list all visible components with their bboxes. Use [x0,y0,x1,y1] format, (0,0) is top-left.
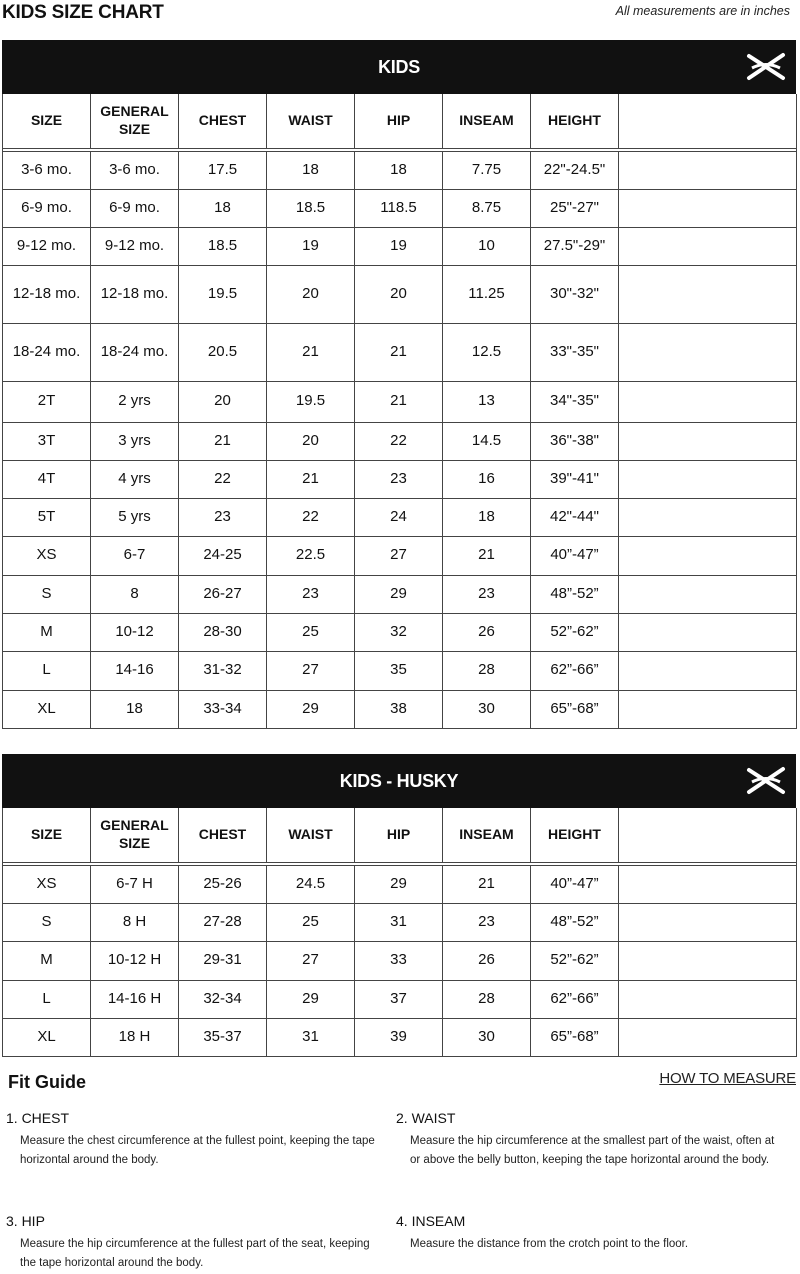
fit-guide-text: Measure the chest circumference at the fullest point, keeping the tape horizontal around the body. [20,1135,375,1166]
table-cell: 8.75 [443,189,531,227]
how-to-measure-link[interactable]: HOW TO MEASURE [659,1070,796,1087]
table-cell: 19.5 [179,265,267,323]
table-cell: 27 [355,536,443,575]
empty-cell [619,865,797,903]
table-row [3,460,797,498]
table-cell: 23 [267,575,355,613]
fit-guide-chest [6,1110,386,1170]
table-cell: 33-34 [179,690,267,728]
empty-cell [619,323,797,381]
table-cell: 17.5 [179,151,267,189]
table-cell: L [3,980,91,1018]
table-row [3,690,797,728]
table-cell: 24-25 [179,536,267,575]
fit-guide-hip [6,1213,386,1273]
kids-size-table [2,94,797,729]
table-row [3,575,797,613]
table-cell: 12.5 [443,323,531,381]
table-cell: 39 [355,1018,443,1056]
fit-guide-text: Measure the distance from the crotch point to the floor. [410,1238,689,1250]
husky-size-table-section [2,754,796,1057]
table-cell: 12-18 mo. [91,265,179,323]
table-cell: 62”-66” [531,651,619,690]
empty-cell [619,575,797,613]
table-cell: 22 [355,422,443,460]
fit-guide-heading: 2. WAIST [396,1110,456,1126]
table-cell: 20 [267,265,355,323]
table-cell: 21 [267,460,355,498]
table-cell: 14-16 [91,651,179,690]
empty-cell [619,903,797,941]
empty-cell [619,980,797,1018]
table-cell: 18 [179,189,267,227]
table-cell: XS [3,865,91,903]
table-cell: 16 [443,460,531,498]
table-row [3,189,797,227]
table-cell: 9-12 mo. [3,227,91,265]
table-cell: 33"-35" [531,323,619,381]
table-row [3,151,797,189]
table-cell: 10-12 [91,613,179,651]
table-cell: 23 [443,903,531,941]
table-cell: 28 [443,651,531,690]
kids-header-row [3,94,797,148]
fit-guide-heading: 4. INSEAM [396,1213,466,1229]
empty-cell [619,1018,797,1056]
table-cell: 29 [355,575,443,613]
table-cell: 11.25 [443,265,531,323]
table-cell: 21 [267,323,355,381]
column-header: SIZE [3,808,91,862]
table-row [3,265,797,323]
table-cell: 28 [443,980,531,1018]
table-cell: 48”-52” [531,903,619,941]
column-header: HEIGHT [531,94,619,148]
fit-guide-waist [396,1110,776,1170]
table-cell: 9-12 mo. [91,227,179,265]
table-cell: XL [3,690,91,728]
empty-cell [619,690,797,728]
table-cell: 18 [91,690,179,728]
husky-banner-title: KIDS - HUSKY [339,770,459,791]
table-cell: 2 yrs [91,381,179,422]
empty-cell [619,151,797,189]
table-cell: 35-37 [179,1018,267,1056]
table-cell: 28-30 [179,613,267,651]
table-cell: 18-24 mo. [91,323,179,381]
table-row [3,651,797,690]
table-cell: 6-7 H [91,865,179,903]
table-cell: M [3,941,91,980]
table-cell: 118.5 [355,189,443,227]
table-cell: 4 yrs [91,460,179,498]
table-cell: 12-18 mo. [3,265,91,323]
fit-guide-title: Fit Guide [8,1072,86,1092]
table-cell: 30 [443,1018,531,1056]
table-cell: 25-26 [179,865,267,903]
table-cell: 22"-24.5" [531,151,619,189]
table-cell: 27-28 [179,903,267,941]
empty-header-cell [619,808,797,862]
table-cell: 18 [443,498,531,536]
empty-cell [619,613,797,651]
table-cell: 21 [355,323,443,381]
table-cell: 29 [355,865,443,903]
table-cell: 37 [355,980,443,1018]
table-cell: 13 [443,381,531,422]
column-header: CHEST [179,94,267,148]
table-cell: 6-7 [91,536,179,575]
table-cell: 18 [267,151,355,189]
table-cell: 48”-52” [531,575,619,613]
table-cell: 65”-68” [531,1018,619,1056]
table-cell: 4T [3,460,91,498]
table-cell: 23 [179,498,267,536]
table-cell: 32 [355,613,443,651]
table-row [3,903,797,941]
table-row [3,381,797,422]
empty-cell [619,941,797,980]
table-cell: 8 [91,575,179,613]
husky-size-table [2,808,797,1057]
table-cell: 5 yrs [91,498,179,536]
empty-cell [619,265,797,323]
table-cell: S [3,575,91,613]
table-cell: 27 [267,941,355,980]
table-cell: 40”-47” [531,536,619,575]
table-cell: 22 [267,498,355,536]
table-row [3,227,797,265]
column-header: HEIGHT [531,808,619,862]
fit-guide-heading: 1. CHEST [6,1110,70,1126]
table-cell: L [3,651,91,690]
table-cell: 14.5 [443,422,531,460]
table-cell: 3 yrs [91,422,179,460]
table-cell: 20.5 [179,323,267,381]
empty-cell [619,381,797,422]
table-cell: 18 [355,151,443,189]
table-cell: 62”-66” [531,980,619,1018]
table-cell: 38 [355,690,443,728]
table-cell: 26 [443,941,531,980]
empty-cell [619,227,797,265]
table-cell: 29 [267,690,355,728]
table-cell: 18.5 [179,227,267,265]
table-cell: 3-6 mo. [3,151,91,189]
husky-header-row [3,808,797,862]
table-cell: 30"-32" [531,265,619,323]
table-cell: 23 [355,460,443,498]
table-cell: 21 [179,422,267,460]
table-cell: XL [3,1018,91,1056]
column-header: WAIST [267,94,355,148]
table-cell: 10-12 H [91,941,179,980]
kids-banner [2,40,796,94]
table-cell: 8 H [91,903,179,941]
table-cell: 40”-47” [531,865,619,903]
table-cell: 22.5 [267,536,355,575]
table-cell: 52”-62” [531,941,619,980]
empty-cell [619,460,797,498]
table-cell: 26 [443,613,531,651]
table-row [3,865,797,903]
table-cell: 25 [267,903,355,941]
table-cell: 34"-35" [531,381,619,422]
empty-header-cell [619,94,797,148]
column-header: GENERAL SIZE [91,808,179,862]
table-cell: 36"-38" [531,422,619,460]
table-cell: S [3,903,91,941]
table-cell: 26-27 [179,575,267,613]
table-row [3,536,797,575]
brand-x-logo-icon [746,765,786,797]
table-cell: 20 [179,381,267,422]
table-cell: 7.75 [443,151,531,189]
page-title: KIDS SIZE CHART [2,2,164,23]
table-row [3,498,797,536]
table-cell: 25 [267,613,355,651]
fit-guide-text: Measure the hip circumference at the fullest part of the seat, keeping the tape horizontal around the body. [20,1238,370,1269]
table-cell: 14-16 H [91,980,179,1018]
column-header: WAIST [267,808,355,862]
empty-cell [619,651,797,690]
table-cell: 19 [267,227,355,265]
table-cell: 29 [267,980,355,1018]
table-cell: 21 [443,865,531,903]
fit-guide-inseam [396,1213,776,1254]
table-cell: 3T [3,422,91,460]
table-cell: 21 [355,381,443,422]
table-cell: 6-9 mo. [3,189,91,227]
table-row [3,941,797,980]
table-cell: 65”-68” [531,690,619,728]
table-cell: 30 [443,690,531,728]
table-cell: XS [3,536,91,575]
column-header: HIP [355,94,443,148]
column-header: SIZE [3,94,91,148]
empty-cell [619,536,797,575]
table-cell: 27.5"-29" [531,227,619,265]
kids-size-table-section [2,40,796,729]
table-cell: 25"-27" [531,189,619,227]
table-cell: 23 [443,575,531,613]
table-cell: 22 [179,460,267,498]
column-header: INSEAM [443,94,531,148]
table-cell: 19 [355,227,443,265]
table-cell: M [3,613,91,651]
table-cell: 21 [443,536,531,575]
table-cell: 3-6 mo. [91,151,179,189]
table-cell: 20 [267,422,355,460]
table-cell: 5T [3,498,91,536]
table-cell: 31-32 [179,651,267,690]
table-cell: 10 [443,227,531,265]
table-cell: 18.5 [267,189,355,227]
brand-x-logo-icon [746,51,786,83]
table-cell: 20 [355,265,443,323]
table-row [3,1018,797,1056]
table-row [3,422,797,460]
table-cell: 18-24 mo. [3,323,91,381]
column-header: CHEST [179,808,267,862]
column-header: HIP [355,808,443,862]
kids-banner-title: KIDS [378,56,420,77]
table-cell: 19.5 [267,381,355,422]
table-row [3,980,797,1018]
empty-cell [619,498,797,536]
empty-cell [619,189,797,227]
column-header: GENERAL SIZE [91,94,179,148]
husky-banner [2,754,796,808]
table-cell: 39"-41" [531,460,619,498]
fit-guide-heading: 3. HIP [6,1213,45,1229]
table-cell: 24.5 [267,865,355,903]
table-cell: 52”-62” [531,613,619,651]
table-cell: 18 H [91,1018,179,1056]
table-cell: 6-9 mo. [91,189,179,227]
measurement-note: All measurements are in inches [615,4,790,18]
table-cell: 27 [267,651,355,690]
table-cell: 31 [267,1018,355,1056]
table-cell: 35 [355,651,443,690]
column-header: INSEAM [443,808,531,862]
table-cell: 33 [355,941,443,980]
table-cell: 31 [355,903,443,941]
table-cell: 2T [3,381,91,422]
fit-guide-text: Measure the hip circumference at the smallest part of the waist, often at or above the belly button, keeping the tape horizontal around the body. [410,1135,775,1166]
empty-cell [619,422,797,460]
table-row [3,613,797,651]
table-cell: 32-34 [179,980,267,1018]
table-row [3,323,797,381]
table-cell: 42"-44" [531,498,619,536]
table-cell: 29-31 [179,941,267,980]
table-cell: 24 [355,498,443,536]
